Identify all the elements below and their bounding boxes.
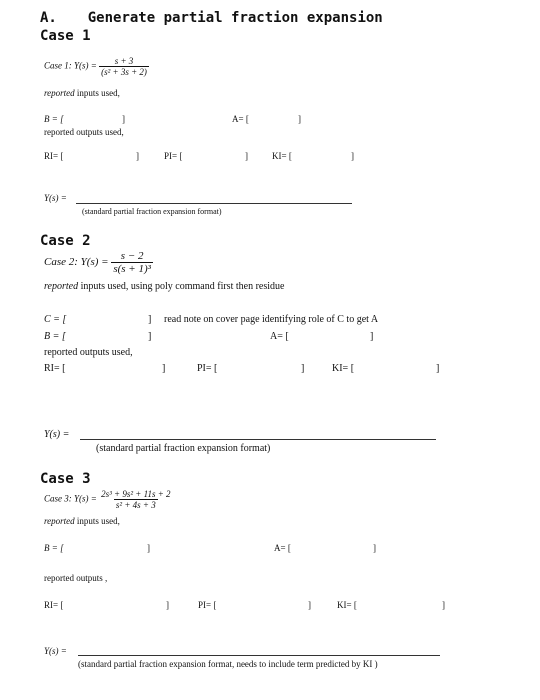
- case3-reported-rest: inputs used,: [74, 516, 120, 526]
- case3-format-note: (standard partial fraction expansion format, needs to include term predicted by KI ): [78, 659, 378, 669]
- case2-answer-line[interactable]: [80, 439, 436, 440]
- case3-reported-inputs: [44, 516, 120, 526]
- case2-p-field[interactable]: PI= [: [197, 363, 218, 374]
- case2-tf-denominator: s(s + 1)³: [113, 263, 151, 275]
- case1-label: Case 1: [40, 28, 91, 44]
- case1-k-close: ]: [351, 151, 354, 161]
- section-letter: A.: [40, 10, 57, 26]
- case3-fraction: [99, 489, 172, 510]
- case2-b-field[interactable]: B = [: [44, 331, 66, 342]
- case2-r-field[interactable]: RI= [: [44, 363, 66, 374]
- case2-reported-rest: inputs used, using poly command first then residue: [78, 281, 285, 292]
- case3-p-close: ]: [308, 600, 311, 610]
- case3-a-field[interactable]: A= [: [274, 543, 291, 553]
- case1-tf-prefix: Case 1: Y(s) =: [44, 60, 97, 71]
- case1-tf-denominator: (s² + 3s + 2): [101, 67, 147, 77]
- case2-p-close: ]: [301, 363, 305, 374]
- case3-transfer-function: [44, 489, 173, 510]
- case3-label: Case 3: [40, 471, 91, 487]
- case2-b-close: ]: [148, 331, 152, 342]
- case1-b-field[interactable]: B = [: [44, 114, 64, 124]
- case1-r-field[interactable]: RI= [: [44, 151, 64, 161]
- case1-reported-outputs: reported outputs used,: [44, 127, 124, 137]
- case3-b-close: ]: [147, 543, 150, 553]
- case1-answer-line[interactable]: [76, 203, 352, 204]
- case3-r-close: ]: [166, 600, 169, 610]
- section-heading: [40, 10, 383, 26]
- case1-reported-rest: inputs used,: [74, 88, 120, 98]
- case1-reported-word: reported: [44, 88, 75, 98]
- case2-tf-prefix: Case 2: Y(s) =: [44, 256, 109, 269]
- case1-fraction: [99, 56, 149, 77]
- case3-k-close: ]: [442, 600, 445, 610]
- case2-label: Case 2: [40, 233, 91, 249]
- case3-reported-word: reported: [44, 516, 75, 526]
- case1-k-field[interactable]: KI= [: [272, 151, 292, 161]
- case1-reported-inputs: [44, 88, 120, 98]
- case1-a-field[interactable]: A= [: [232, 114, 249, 124]
- case3-p-field[interactable]: PI= [: [198, 600, 217, 610]
- case1-p-field[interactable]: PI= [: [164, 151, 183, 161]
- case2-fraction: [111, 250, 153, 275]
- case2-r-close: ]: [162, 363, 166, 374]
- case2-a-close: ]: [370, 331, 374, 342]
- case1-format-note: (standard partial fraction expansion format): [82, 207, 222, 216]
- case2-tf-numerator: s − 2: [120, 250, 144, 262]
- case1-b-close: ]: [122, 114, 125, 124]
- case2-reported-outputs: reported outputs used,: [44, 347, 133, 358]
- case1-r-close: ]: [136, 151, 139, 161]
- case3-tf-prefix: Case 3: Y(s) =: [44, 493, 97, 504]
- case2-c-field[interactable]: C = [: [44, 314, 67, 325]
- case1-tf-numerator: s + 3: [114, 56, 134, 66]
- case3-answer-line[interactable]: [78, 655, 440, 656]
- case1-transfer-function: [44, 56, 149, 77]
- case2-reported-word: reported: [44, 281, 79, 292]
- case2-c-close: ]: [148, 314, 152, 325]
- case3-k-field[interactable]: KI= [: [337, 600, 357, 610]
- case2-reported-inputs: [44, 281, 284, 292]
- case3-reported-outputs: reported outputs ,: [44, 573, 108, 583]
- case1-y-label: Y(s) =: [44, 193, 67, 203]
- case2-k-field[interactable]: KI= [: [332, 363, 355, 374]
- case3-b-field[interactable]: B = [: [44, 543, 64, 553]
- case2-transfer-function: [44, 250, 153, 275]
- case3-tf-numerator: 2s³ + 9s² + 11s + 2: [101, 489, 171, 499]
- section-title: Generate partial fraction expansion: [87, 10, 383, 26]
- case3-r-field[interactable]: RI= [: [44, 600, 64, 610]
- case2-c-note: read note on cover page identifying role of C to get A: [164, 314, 379, 325]
- case2-format-note: (standard partial fraction expansion format): [96, 443, 271, 454]
- case2-y-label: Y(s) =: [44, 429, 70, 440]
- case2-a-field[interactable]: A= [: [270, 331, 289, 342]
- case3-tf-denominator: s² + 4s + 3: [115, 500, 156, 510]
- case3-y-label: Y(s) =: [44, 646, 67, 656]
- case1-p-close: ]: [245, 151, 248, 161]
- case2-k-close: ]: [436, 363, 440, 374]
- case1-a-close: ]: [298, 114, 301, 124]
- case3-a-close: ]: [373, 543, 376, 553]
